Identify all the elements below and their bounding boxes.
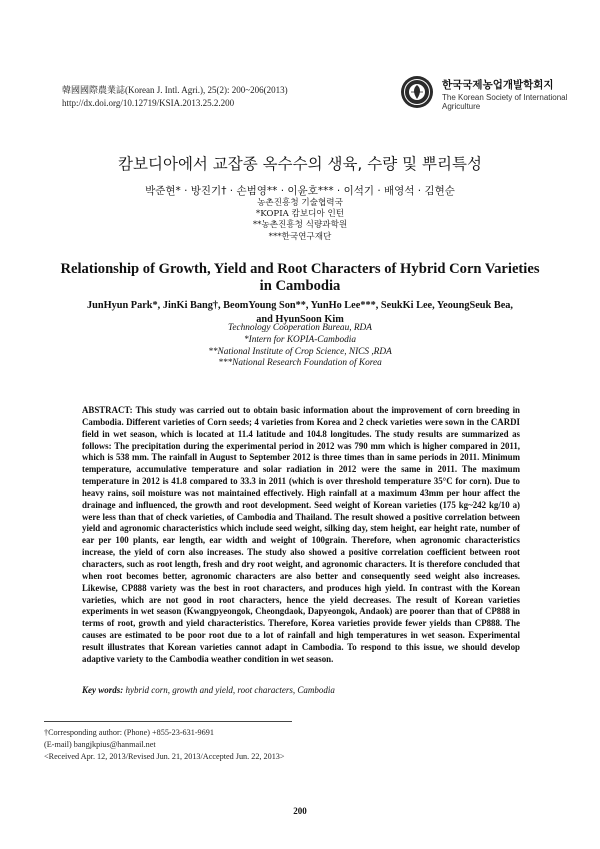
affiliation-english-4: ***National Research Foundation of Korea: [218, 358, 382, 369]
footnote-divider: [44, 721, 292, 722]
society-name-english-line1: The Korean Society of International: [442, 93, 568, 102]
journal-header: [62, 84, 288, 110]
keywords: [82, 685, 520, 695]
keywords-label: Key words:: [82, 685, 124, 695]
corresponding-author: †Corresponding author: (Phone) +855-23-631-9691: [44, 728, 214, 737]
authors-english: [60, 299, 540, 326]
footnote: [44, 727, 285, 763]
affiliation-english-1: Technology Cooperation Bureau, RDA: [228, 323, 372, 333]
society-name-english-line2: Agriculture: [442, 102, 481, 111]
abstract: ABSTRACT: This study was carried out to obtain basic information about the improvement of corn breeding in Cambodia. Different varieties of Corn seeds; 4 varieties from Korea and 2 check varieties were sown in the CARDI field in wet season, which is located at 11.4 latitude and 104.8 longitudes. The study results are summarized as follows: The precipitation during the experimental period in 2012 was 790 mm which is higher compared in 2011, which is 538 mm. The rainfall in August to September 2012 is three times than in same periods in 2011. Minimum temperature, accumulative temperature and solar radiation in 2012 were the same in 2011. The maximum temperature in 2012 is 41.8 compared to 33.3 in 2011 (which is over threshold temperature 35°C for corn). Due to heavy rains, soil moisture was not maintained effectively. High rainfall at a maximum 43mm per hour affect the drainage and influenced, the growth and root development. Seed weight of Korean varieties (175 kg~242 kg/10 a) were less than that of check varieties, of Cambodia and Thailand. The result showed a positive correlation between yield and agronomic characteristics which include seed weight, silking day, stem height, ear height rate, number of ear per 100 plants, ear length, ear width and weight of 100grain. Therefore, when agronomic characteristics increase, the yield of corn also increases. The study also showed a positive correlation coefficient between root characters, such as root length, fresh and dry root weight, and agronomic characters. It is therefore concluded that when root becomes better, agronomic characters are also better and consequently seed weight also increases. Likewise, CP888 variety was the best in root characters, and produces high yield. In contrast with the Korean varieties, which are not good in root characters, hence the yield decreases. The result of Korean varieties experiments in wet season (Kwangpyeongok, Cheongdaok, Dapyeongok, Andaok) are poorer than that of CP888 in terms of root, growth and yield characteristics. Therefore, Korea varieties provide fewer yields than CP888. The causes are estimated to be poor root due to a lot of rainfall and high temperatures in wet season. Experimental result illustrates that Korean varieties cannot adapt in Cambodia. To respond to this issue, we should develop adaptive variety to the Cambodia weather condition in wet season.: [82, 405, 520, 664]
society-emblem-icon: [400, 75, 434, 109]
affiliation-korean-3: **농촌진흥청 식량과학원: [252, 220, 348, 231]
page-number: 200: [293, 806, 307, 816]
affiliation-korean-2: *KOPIA 캄보디아 인턴: [255, 209, 345, 220]
affiliations-korean: [0, 198, 600, 243]
society-name-english: [442, 93, 570, 111]
journal-doi: http://dx.doi.org/10.12719/KSIA.2013.25.2.200: [62, 98, 235, 108]
affiliations-english: [0, 323, 600, 370]
affiliation-korean-4: ***한국연구재단: [268, 231, 332, 242]
authors-english-line1: JunHyun Park*, JinKi Bang†, BeomYoung Son**, YunHo Lee***, SeukKi Lee, YeoungSeuk Bea,: [87, 300, 513, 311]
authors-korean: 박준현* · 방진기† · 손범영** · 이윤호*** · 이석기 · 배영석 · 김현순: [145, 185, 455, 197]
corresponding-email: (E-mail) bangjkpius@hanmail.net: [44, 740, 156, 749]
title-english: [40, 261, 560, 295]
received-dates: <Received Apr. 12, 2013/Revised Jun. 21, 2013/Accepted Jun. 22, 2013>: [44, 752, 285, 761]
society-header: [400, 75, 570, 115]
affiliation-english-3: **National Institute of Crop Science, NICS ,RDA: [208, 346, 392, 357]
affiliation-korean-1: 농촌진흥청 기술협력국: [257, 198, 343, 208]
society-name-korean: 한국국제농업개발학회지: [442, 79, 554, 91]
journal-citation: 韓國國際農業誌(Korean J. Intl. Agri.), 25(2): 200~206(2013): [62, 85, 288, 95]
authors-english-line2: and HyunSoon Kim: [256, 313, 344, 325]
keywords-text: hybrid corn, growth and yield, root characters, Cambodia: [125, 685, 335, 695]
title-english-line1: Relationship of Growth, Yield and Root Characters of Hybrid Corn Varieties: [60, 261, 540, 277]
affiliation-english-2: *Intern for KOPIA-Cambodia: [243, 334, 357, 345]
title-english-line2: in Cambodia: [259, 278, 341, 294]
title-korean: 캄보디아에서 교잡종 옥수수의 생육, 수량 및 뿌리특성: [118, 155, 482, 173]
